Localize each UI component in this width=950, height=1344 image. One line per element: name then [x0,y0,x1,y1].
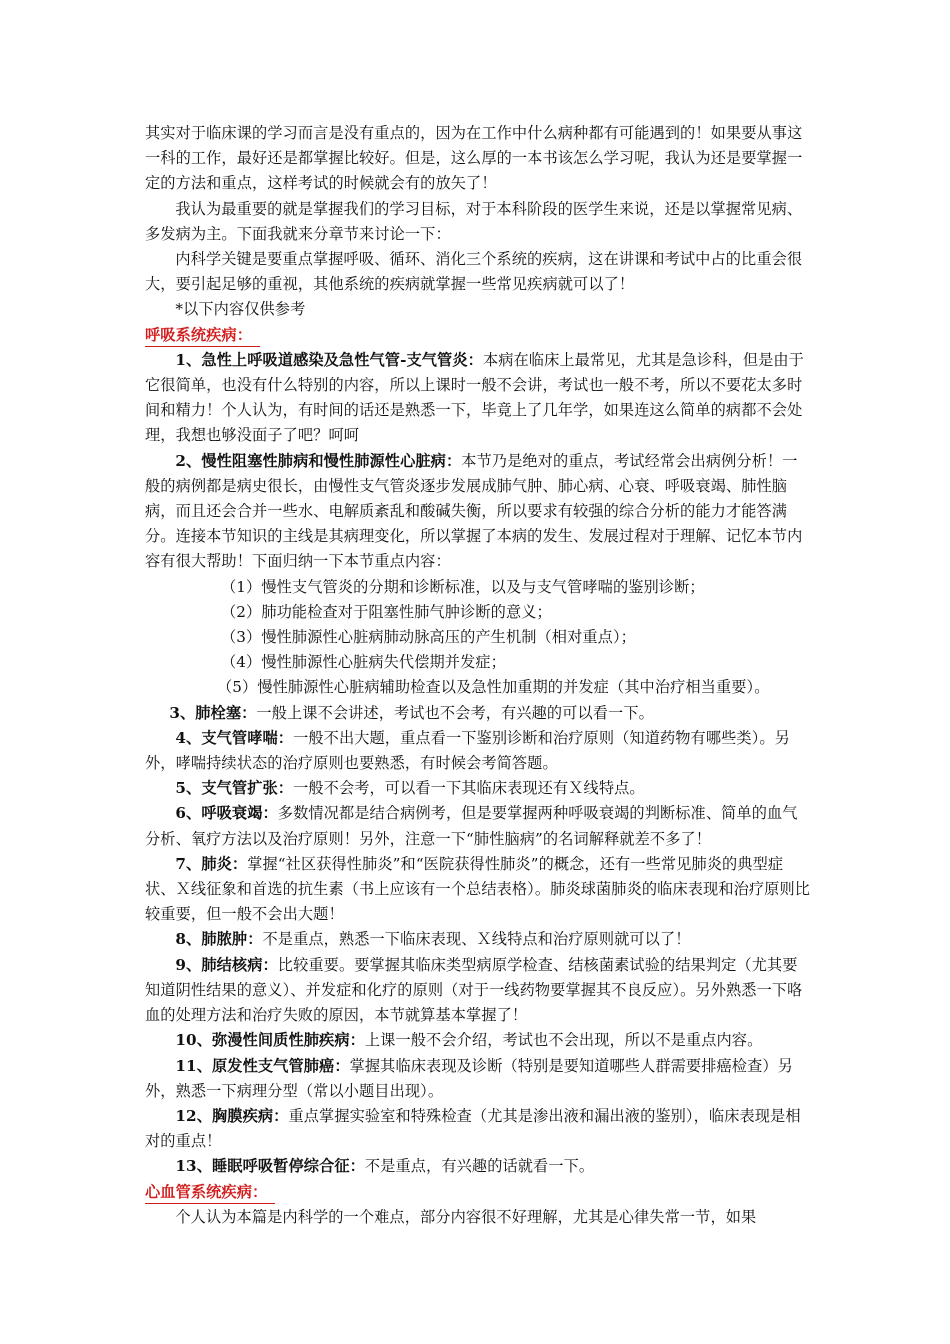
sub-point: （1）慢性支气管炎的分期和诊断标准，以及与支气管哮喘的鉴别诊断； [221,577,705,596]
item-text: 一般不会考，可以看一下其临床表现还有Ｘ线特点。 [293,779,645,798]
sub-point: （3）慢性肺源性心脏病肺动脉高压的产生机制（相对重点）； [221,628,636,647]
item-text: 不是重点，熟悉一下临床表现、Ｘ线特点和治疗原则就可以了！ [262,930,691,949]
item-text: 掌握其临床表现及诊断（特别是要知道哪些人群需要排癌检查）另外，熟悉一下病理分型（常以小题目出现）。 [145,1056,793,1100]
list-item [145,1028,812,1053]
item-title: 5、支气管扩张： [175,779,294,798]
item-title: 4、支气管哮喘： [175,728,294,747]
item-title: 7、肺炎： [175,854,248,873]
document-body [145,121,812,1230]
sub-point: （2）肺功能检查对于阻塞性肺气肿诊断的意义； [221,602,552,621]
list-item [145,776,812,801]
item-text: 掌握“社区获得性肺炎”和“医院获得性肺炎”的概念，还有一些常见肺炎的典型症状、Ｘ线征象和首选的抗生素（书上应该有一个总结表格）。肺炎球菌肺炎的临床表现和治疗原则比较重要，但一般不会出大题！ [145,854,811,924]
item-text: 一般上课不会讲述，考试也不会考，有兴趣的可以看一下。 [256,703,654,722]
item-title: 12、胸膜疾病： [175,1106,289,1125]
list-item [145,449,812,575]
cardio-heading-row [145,1180,812,1205]
list-item [145,953,812,1029]
list-item [145,1154,812,1179]
list-item [145,801,812,851]
respiratory-heading-row [145,323,812,348]
intro-paragraph-2: 我认为最重要的就是掌握我们的学习目标，对于本科阶段的医学生来说，还是以掌握常见病、多发病为主。下面我就来分章节来讨论一下： [145,199,803,243]
item-text: 重点掌握实验室和特殊检查（尤其是渗出液和漏出液的鉴别），临床表现是相对的重点！ [145,1106,801,1151]
list-item [145,852,812,928]
sub-point: （5）慢性肺源性心脏病辅助检查以及急性加重期的并发症（其中治疗相当重要）。 [217,678,770,697]
intro-paragraph-1: 其实对于临床课的学习而言是没有重点的，因为在工作中什么病种都有可能遇到的！如果要从事这一科的工作，最好还是都掌握比较好。但是，这么厚的一本书该怎么学习呢，我认为还是要掌握一定的方法和重点，这样考试的时候就会有的放矢了！ [145,124,803,193]
item-title: 13、睡眠呼吸暂停综合征： [175,1157,365,1176]
item-title: 9、肺结核病： [175,955,278,974]
intro-paragraph-3: 内科学关键是要重点掌握呼吸、循环、消化三个系统的疾病，这在讲课和考试中占的比重会很大，要引起足够的重视，其他系统的疾病就掌握一些常见疾病就可以了！ [145,250,803,294]
cardio-intro-paragraph: 个人认为本篇是内科学的一个难点，部分内容很不好理解，尤其是心律失常一节，如果 [175,1207,757,1226]
item-title: 1、急性上呼吸道感染及急性气管-支气管炎： [175,350,483,369]
respiratory-section-heading: 呼吸系统疾病： [145,325,260,347]
item-text: 上课一般不会介绍，考试也不会出现，所以不是重点内容。 [364,1031,763,1050]
sub-point: （4）慢性肺源性心脏病失代偿期并发症； [221,653,506,672]
item-text: 一般不出大题，重点看一下鉴别诊断和治疗原则（知道药物有哪些类）。另外，哮喘持续状态的治疗原则也要熟悉，有时候会考简答题。 [145,728,790,773]
list-item [145,701,812,726]
list-item [145,927,812,952]
item-text: 比较重要。要掌握其临床类型病原学检查、结核菌素试验的结果判定（尤其要知道阴性结果的意义）、并发症和化疗的原则（对于一线药物要掌握其不良反应）。另外熟悉一下咯血的处理方法和治疗失败的原因，本节就算基本掌握了！ [145,955,803,1025]
disclaimer-note: *以下内容仅供参考 [175,300,306,319]
list-item [145,348,812,449]
item-text: 不是重点，有兴趣的话就看一下。 [364,1157,595,1176]
item-title: 3、肺栓塞： [169,703,257,722]
item-title: 2、慢性阻塞性肺病和慢性肺源性心脏病： [175,451,462,470]
list-item [145,1054,812,1104]
item-title: 6、呼吸衰竭： [175,804,278,823]
item-text: 本节乃是绝对的重点，考试经常会出病例分析！一般的病例都是病史很长，由慢性支气管炎逐步发展成肺气肿、肺心病、心衰、呼吸衰竭、肺性脑病，而且还会合并一些水、电解质紊乱和酸碱失衡，所以要求有较强的综合分析的能力才能答满分。连接本节知识的主线是其病理变化，所以掌握了本病的发生、发展过程对于理解、记忆本节内容有很大帮助！下面归纳一下本节重点内容： [145,451,803,571]
list-item [145,726,812,776]
item-title: 10、弥漫性间质性肺疾病： [175,1031,365,1050]
item-title: 8、肺脓肿： [175,930,263,949]
item-title: 11、原发性支气管肺癌： [175,1056,350,1075]
cardio-section-heading: 心血管系统疾病： [145,1182,275,1204]
item-text: 多数情况都是结合病例考，但是要掌握两种呼吸衰竭的判断标准、简单的血气分析、氧疗方法以及治疗原则！另外，注意一下“肺性脑病”的名词解释就差不多了！ [145,804,798,848]
list-item [145,1104,812,1154]
item-text: 本病在临床上最常见，尤其是急诊科，但是由于它很简单，也没有什么特别的内容，所以上课时一般不会讲，考试也一般不考，所以不要花太多时间和精力！个人认为，有时间的话还是熟悉一下，毕竟上了几年学，如果连这么简单的病都不会处理，我想也够没面子了吧？呵呵 [145,350,804,445]
